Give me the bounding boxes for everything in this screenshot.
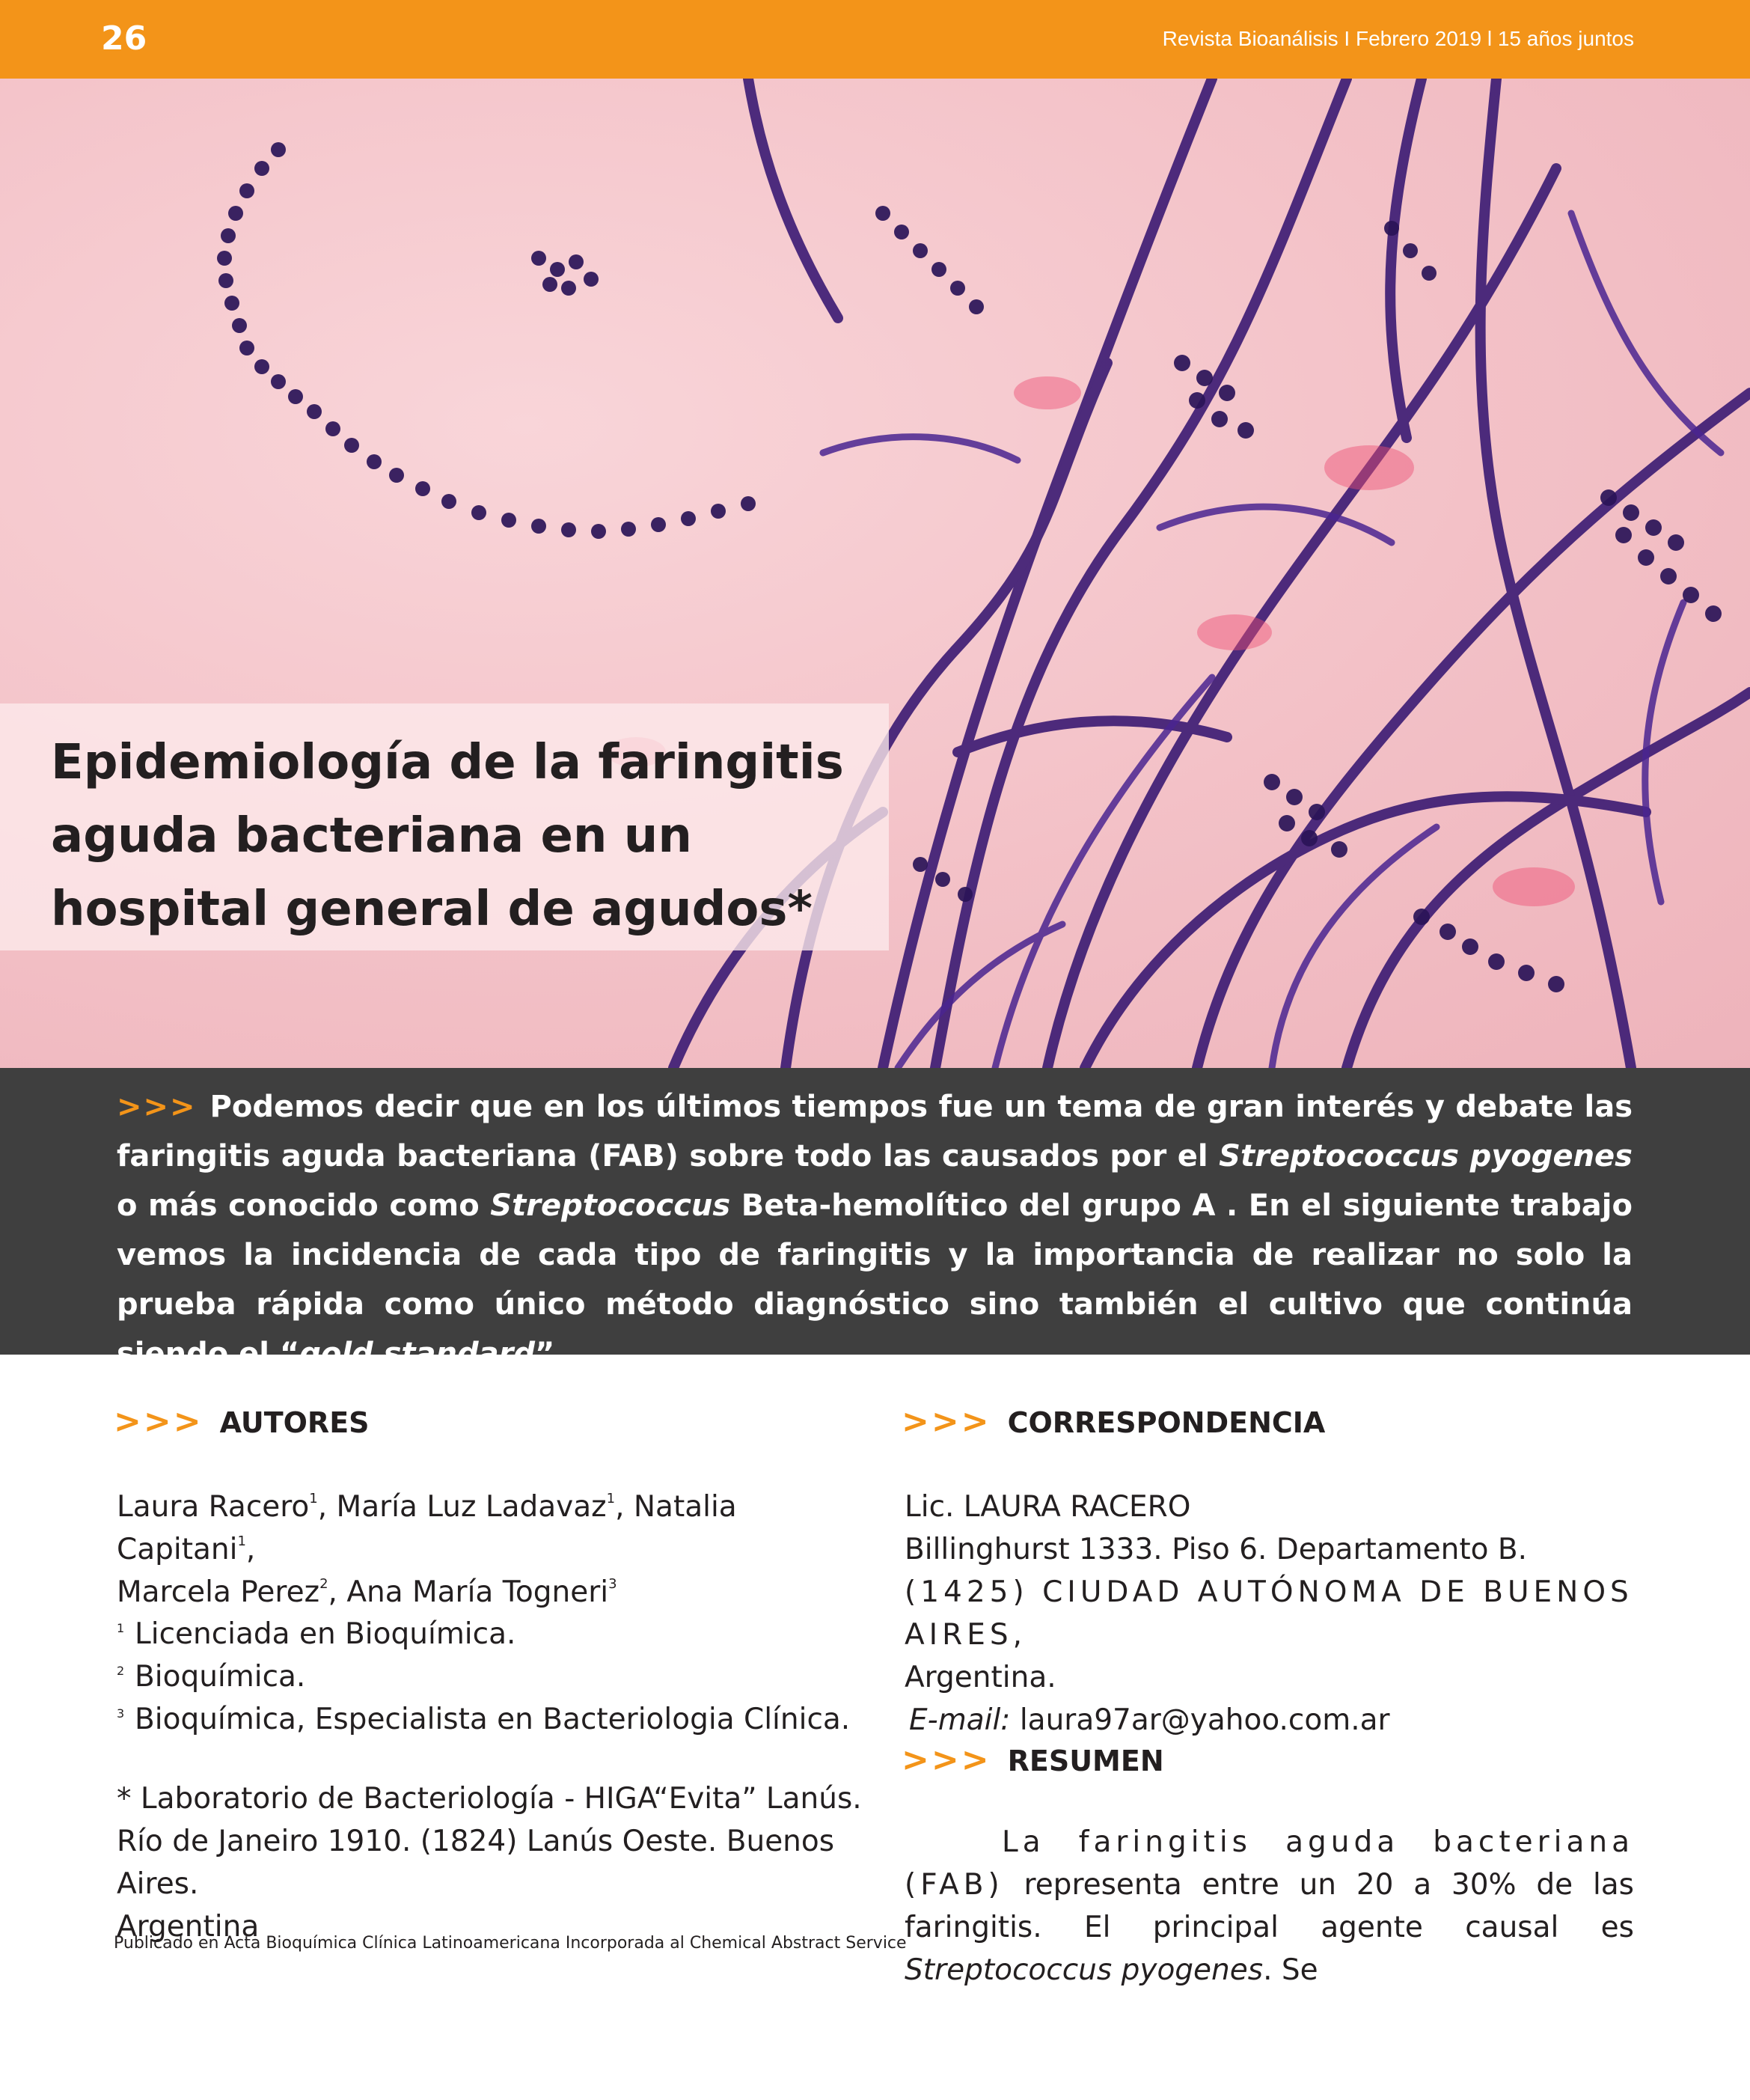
author-sup: 1: [309, 1491, 318, 1507]
running-header: Revista Bioanálisis I Febrero 2019 l 15 años juntos: [1162, 27, 1634, 50]
author-list: [117, 1486, 865, 1614]
author-separator: ,: [245, 1533, 256, 1566]
correspondence-line: Lic. LAURA RACERO: [905, 1490, 1191, 1524]
affiliation-text: Bioquímica, Especialista en Bacteriologia Clínica.: [135, 1703, 851, 1736]
resumen-text-part: . Se: [1263, 1953, 1318, 1987]
affiliation-item: [117, 1655, 850, 1698]
affiliation-mark: 2: [117, 1664, 125, 1678]
author-separator: ,: [615, 1490, 634, 1524]
affiliation-mark: 1: [117, 1621, 125, 1635]
affiliation-text: Licenciada en Bioquímica.: [135, 1617, 516, 1651]
resumen-lead: La faringitis aguda bacteriana (FAB): [905, 1825, 1634, 1902]
author-name: Laura Racero: [117, 1490, 310, 1524]
correspondence-line: Billinghurst 1333. Piso 6. Departamento B.: [905, 1533, 1528, 1566]
article-title: Epidemiología de la faringitis aguda bacteriana en un hospital general de agudos*: [51, 735, 844, 937]
lab-line: Río de Janeiro 1910. (1824) Lanús Oeste. Buenos Aires.: [117, 1825, 835, 1901]
email-label: E-mail:: [909, 1703, 1011, 1737]
abstract-italic: Streptococcus pyogenes: [1219, 1139, 1633, 1173]
abstract-italic: gold standard: [299, 1337, 535, 1371]
author-separator: ,: [317, 1490, 337, 1524]
abstract-text: [117, 1082, 1633, 1379]
abstract-text-part: o más conocido como: [117, 1188, 491, 1223]
autores-heading-label: AUTORES: [219, 1406, 370, 1439]
author-sup: 3: [608, 1576, 617, 1592]
correspondencia-heading: [902, 1400, 1325, 1445]
autores-heading: [114, 1400, 370, 1445]
resumen-text-part: representa entre un 20 a 30% de las faringitis. El principal agente causal es: [905, 1868, 1634, 1944]
chevron-icon: >>>: [902, 1741, 991, 1779]
chevron-icon: >>>: [902, 1402, 991, 1441]
abstract-text-part: Beta-hemolítico del grupo A . En el siguiente trabajo vemos la incidencia de cada tipo de faringitis y la importancia de realizar no solo la prueba rápida como único método diagnóstico sino también el cultivo que continúa siendo el “: [117, 1188, 1633, 1371]
abstract-text-part: Podemos decir que en los últimos tiempos fue un tema de gran interés y debate las faringitis aguda bacteriana (FAB) sobre todo las causados por el: [117, 1090, 1633, 1173]
chevron-icon: >>>: [117, 1090, 197, 1124]
published-note: Publicado en Acta Bioquímica Clínica Latinoamericana Incorporada al Chemical Abstract Service: [114, 1934, 907, 1953]
abstract-italic: Streptococcus: [490, 1188, 731, 1223]
author-sup: 2: [319, 1576, 328, 1592]
author-sup: 1: [237, 1533, 246, 1549]
author-name: Natalia Capitani: [117, 1490, 737, 1566]
chevron-icon: >>>: [114, 1402, 204, 1441]
author-separator: ,: [328, 1575, 347, 1609]
lab-line: * Laboratorio de Bacteriología - HIGA“Evita” Lanús.: [117, 1782, 862, 1816]
affiliation-text: Bioquímica.: [135, 1660, 306, 1694]
resumen-italic: Streptococcus pyogenes: [905, 1953, 1264, 1987]
affiliation-item: [117, 1613, 850, 1655]
lab-line: Argentina: [117, 1910, 260, 1944]
email-link[interactable]: laura97ar@yahoo.com.ar: [1019, 1703, 1390, 1737]
resumen-text: [905, 1821, 1634, 1991]
resumen-heading: [902, 1738, 1164, 1783]
laboratory-address: [117, 1777, 865, 1948]
author-name: Marcela Perez: [117, 1575, 320, 1609]
correspondence-line: (1425) CIUDAD AUTÓNOMA DE BUENOS AIRES,: [905, 1575, 1633, 1652]
page-number: 26: [101, 19, 147, 58]
correspondencia-heading-label: CORRESPONDENCIA: [1007, 1406, 1326, 1439]
affiliation-item: [117, 1698, 850, 1741]
correspondence-address: [905, 1486, 1634, 1742]
author-name: Ana María Togneri: [346, 1575, 609, 1609]
author-name: María Luz Ladavaz: [336, 1490, 607, 1524]
affiliation-mark: 3: [117, 1706, 125, 1721]
affiliation-list: [117, 1613, 850, 1741]
abstract-text-part: ”.: [534, 1337, 566, 1371]
author-sup: 1: [606, 1491, 616, 1507]
correspondence-line: Argentina.: [905, 1661, 1056, 1694]
resumen-heading-label: RESUMEN: [1007, 1745, 1164, 1777]
